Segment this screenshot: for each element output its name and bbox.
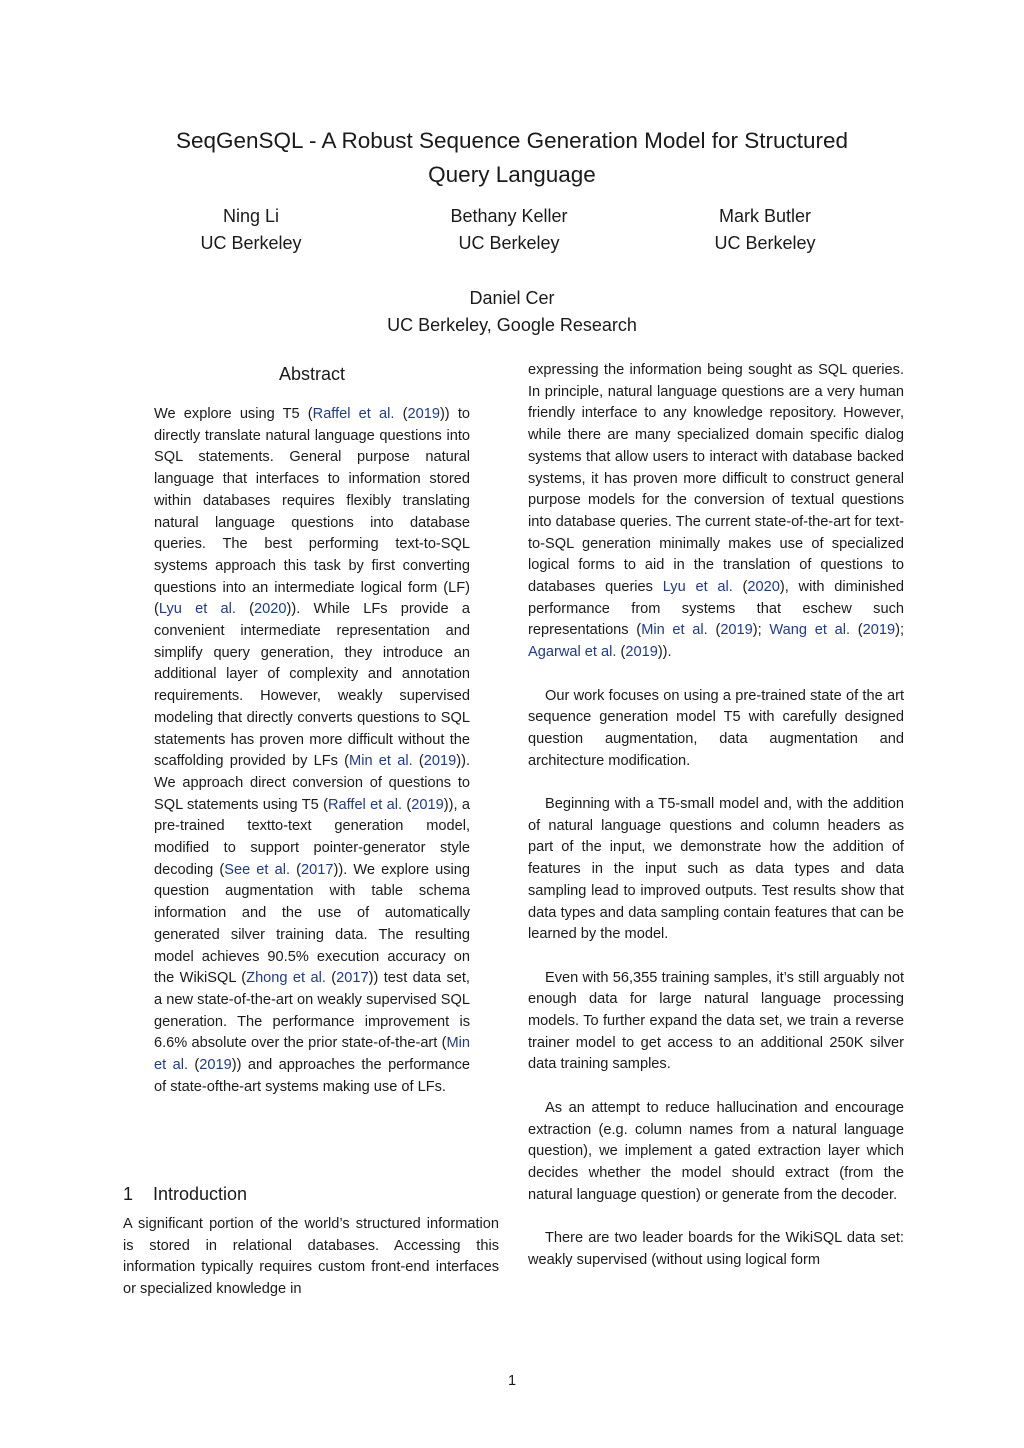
citation-year-link[interactable]: 2020 [747, 579, 780, 596]
text-run: )), a pre-trained textto-text generation model, modified to support pointer-generator style decoding ( [154, 796, 470, 878]
page-number: 1 [507, 1373, 517, 1389]
title-line-1: SeqGenSQL - A Robust Sequence Generation Model for Structured [175, 128, 849, 153]
text-run: ( [188, 1057, 200, 1074]
text-run: )) and approaches the performance of state-ofthe-art systems making use of LFs. [154, 1057, 470, 1095]
section-heading-introduction [123, 1181, 247, 1207]
citation-link[interactable]: Wang et al. [769, 622, 851, 639]
author-block [389, 203, 629, 257]
intro-paragraph: Our work focuses on using a pre-trained state of the art sequence generation model T5 with carefully designed question augmentation, data augmentation and architecture modification. [528, 687, 904, 769]
citation-link[interactable]: Lyu et al. [158, 601, 236, 618]
citation-link[interactable]: Raffel et al. [327, 796, 403, 813]
text-run: ( [290, 861, 301, 878]
text-run: ( [402, 796, 412, 813]
citation-year-link[interactable]: 2017 [301, 861, 334, 878]
author-affiliation: UC Berkeley [458, 233, 560, 253]
citation-link[interactable]: Lyu et al. [662, 579, 733, 596]
author-affiliation: UC Berkeley [200, 233, 302, 253]
text-run: ( [412, 753, 424, 770]
author-name: Ning Li [222, 206, 280, 226]
text-run: ( [394, 406, 408, 422]
paper-title [100, 124, 924, 192]
author-name: Mark Butler [718, 206, 812, 226]
intro-paragraph: There are two leader boards for the WikiSQL data set: weakly supervised (without using logical form [528, 1230, 904, 1268]
text-run: )). We approach direct conversion of questions to SQL statements using T5 ( [154, 753, 470, 813]
text-run: We explore using T5 ( [154, 406, 313, 422]
citation-year-link[interactable]: 2019 [199, 1057, 232, 1074]
text-run: ), with diminished performance from systems that eschew such representations ( [528, 579, 904, 639]
citation-link[interactable]: Raffel et al. [312, 406, 395, 422]
intro-paragraph: As an attempt to reduce hallucination and encourage extraction (e.g. column names from a natural language question), we implement a gated extraction layer which decides whether the model should extract (from the natural language question) or generate from the decoder. [528, 1099, 904, 1203]
right-column [528, 360, 904, 1293]
abstract-heading: Abstract [278, 364, 346, 384]
intro-paragraph-continued: expressing the information being sought as SQL queries. In principle, natural language questions are a very human friendly interface to any knowledge repository. However, while there are many specialized domain specific dialog systems that allow users to interact with database backed systems, it has proven more difficult to construct general purpose models for the conversion of textual questions into database queries. The current state-of-the-art for text-to-SQL generation minimally makes use of specialized logical forms to aid in the translation of questions to databases queries Lyu et al. (2020), with diminished performance from systems that eschew such representations (Min et al. (2019); Wang et al. (2019); Agarwal et al. (2019)). [528, 362, 904, 661]
text-run: )). While LFs provide a convenient intermediate representation and simplify query generation, they introduce an additional layer of complexity and annotation requirements. However, weakly supervised modeling that directly converts questions to SQL statements has proven more difficult without the scaffolding provided by LFs ( [154, 601, 470, 770]
citation-link[interactable]: See et al. [224, 861, 291, 878]
text-run: ( [235, 601, 255, 618]
citation-link[interactable]: Min et al. [349, 753, 413, 770]
citation-link[interactable]: Agarwal et al. [528, 644, 617, 661]
author-block [131, 203, 371, 257]
citation-year-link[interactable]: 2019 [625, 644, 658, 661]
citation-year-link[interactable]: 2019 [411, 796, 444, 813]
abstract-paragraph [154, 404, 470, 1099]
intro-paragraph: A significant portion of the world’s structured information is stored in relational databases. Accessing this information typically requires custom front-end interfaces or specialized knowledge in [123, 1216, 499, 1298]
author-block [645, 203, 885, 257]
citation-link[interactable]: Min et al. [641, 622, 708, 639]
title-line-2: Query Language [428, 162, 596, 187]
text-run: )) to directly translate natural language questions into SQL statements. General purpose natural language that interfaces to information stored within databases requires flexibly translating natural language questions into database queries. The best performing text-to-SQL systems approach this task by first converting questions into an intermediate logical form (LF) ( [154, 406, 470, 618]
citation-year-link[interactable]: 2019 [423, 753, 457, 770]
text-run: expressing the information being sought as SQL queries. In principle, natural language questions are a very human friendly interface to any knowledge repository. However, while there are many specialized domain specific dialog systems that allow users to interact with database backed systems, it has proven more difficult to construct general purpose models for the conversion of textual questions into database queries. The current state-of-the-art for text-to-SQL generation minimally makes use of specialized logical forms to aid in the translation of questions to databases queries [528, 362, 904, 596]
author-name: Bethany Keller [450, 206, 568, 226]
citation-link[interactable]: Min et al. [154, 1035, 470, 1074]
citation-year-link[interactable]: 2019 [720, 622, 753, 639]
citation-year-link[interactable]: 2020 [254, 601, 287, 618]
text-run: ( [325, 970, 337, 987]
text-run: )) test data set, a new state-of-the-art on weakly supervised SQL generation. The performance improvement is 6.6% absolute over the prior state-of-the-art ( [154, 970, 470, 1052]
author-block [312, 285, 712, 339]
author-affiliation: UC Berkeley, Google Research [387, 315, 637, 335]
citation-year-link[interactable]: 2019 [862, 622, 896, 639]
intro-paragraph: Beginning with a T5-small model and, with the addition of natural language questions and column headers as part of the input, we demonstrate how the addition of features in the input such as data types and data sampling lead to improved outputs. Test results show that data types and data sampling contain features that can be learned by the model. [528, 796, 904, 943]
intro-body-left [123, 1214, 499, 1301]
section-number: 1 [123, 1184, 134, 1204]
citation-link[interactable]: Zhong et al. [246, 970, 326, 987]
author-affiliation: UC Berkeley [714, 233, 816, 253]
citation-year-link[interactable]: 2019 [407, 406, 440, 422]
citation-year-link[interactable]: 2017 [336, 970, 369, 987]
section-title: Introduction [153, 1184, 248, 1204]
abstract-body [154, 404, 470, 1099]
text-run: )). We explore using question augmentation with table schema information and the use of automatically generated silver training data. The resulting model achieves 90.5% execution accuracy on the WikiSQL ( [154, 861, 470, 987]
intro-paragraph: Even with 56,355 training samples, it’s still arguably not enough data for large natural language processing models. To further expand the data set, we train a reverse trainer model to get access to an additional 250K silver data training samples. [528, 969, 904, 1073]
author-name: Daniel Cer [469, 288, 555, 308]
